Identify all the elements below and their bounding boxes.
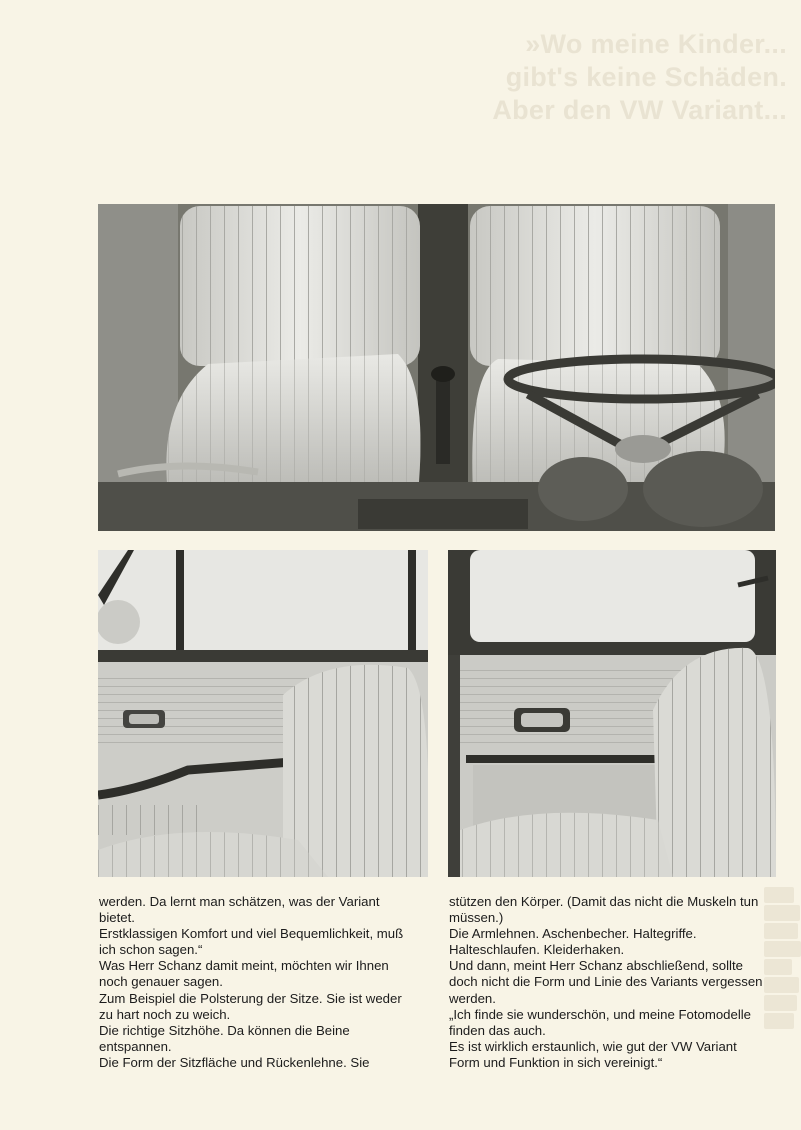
show-through-text bbox=[764, 885, 801, 1055]
paragraph: Was Herr Schanz damit meint, möchten wir Ihnen noch genauer sagen. bbox=[99, 958, 389, 990]
paragraph: Es ist wirklich erstaunlich, wie gut der VW Variant Form und Funktion in sich vereinigt.“ bbox=[449, 1038, 737, 1070]
text-column-right bbox=[449, 894, 769, 1071]
paragraph: Die Armlehnen. Aschenbecher. Haltegriffe. Halteschlaufen. Kleiderhaken. bbox=[449, 926, 697, 958]
paragraph: Zum Beispiel die Polsterung der Sitze. Sie ist weder zu hart noch zu weich. bbox=[99, 990, 402, 1022]
text-column-left bbox=[99, 894, 419, 1071]
paragraph: stützen den Körper. (Damit das nicht die Muskeln tun müssen.) bbox=[449, 894, 759, 926]
ghost-line: gibt's keine Schäden. bbox=[505, 62, 787, 92]
ghost-line: »Wo meine Kinder... bbox=[525, 29, 787, 59]
photo-passenger-door bbox=[448, 550, 776, 877]
paragraph: Die richtige Sitzhöhe. Da können die Beine entspannen. bbox=[99, 1022, 350, 1054]
paragraph: Und dann, meint Herr Schanz abschließend, sollte doch nicht die Form und Linie des Variants vergessen werden. bbox=[449, 958, 763, 1006]
paragraph: Die Form der Sitzfläche und Rückenlehne. Sie bbox=[99, 1054, 370, 1070]
photo-front-seats bbox=[98, 204, 775, 531]
photo-driver-door bbox=[98, 550, 428, 877]
ghost-line: Aber den VW Variant... bbox=[492, 95, 787, 125]
paragraph: Erstklassigen Komfort und viel Bequemlichkeit, muß ich schon sagen.“ bbox=[99, 926, 404, 958]
paragraph: werden. Da lernt man schätzen, was der Variant bietet. bbox=[99, 894, 380, 926]
show-through-heading bbox=[227, 28, 787, 127]
paragraph: „Ich finde sie wunderschön, und meine Fotomodelle finden das auch. bbox=[449, 1006, 752, 1038]
